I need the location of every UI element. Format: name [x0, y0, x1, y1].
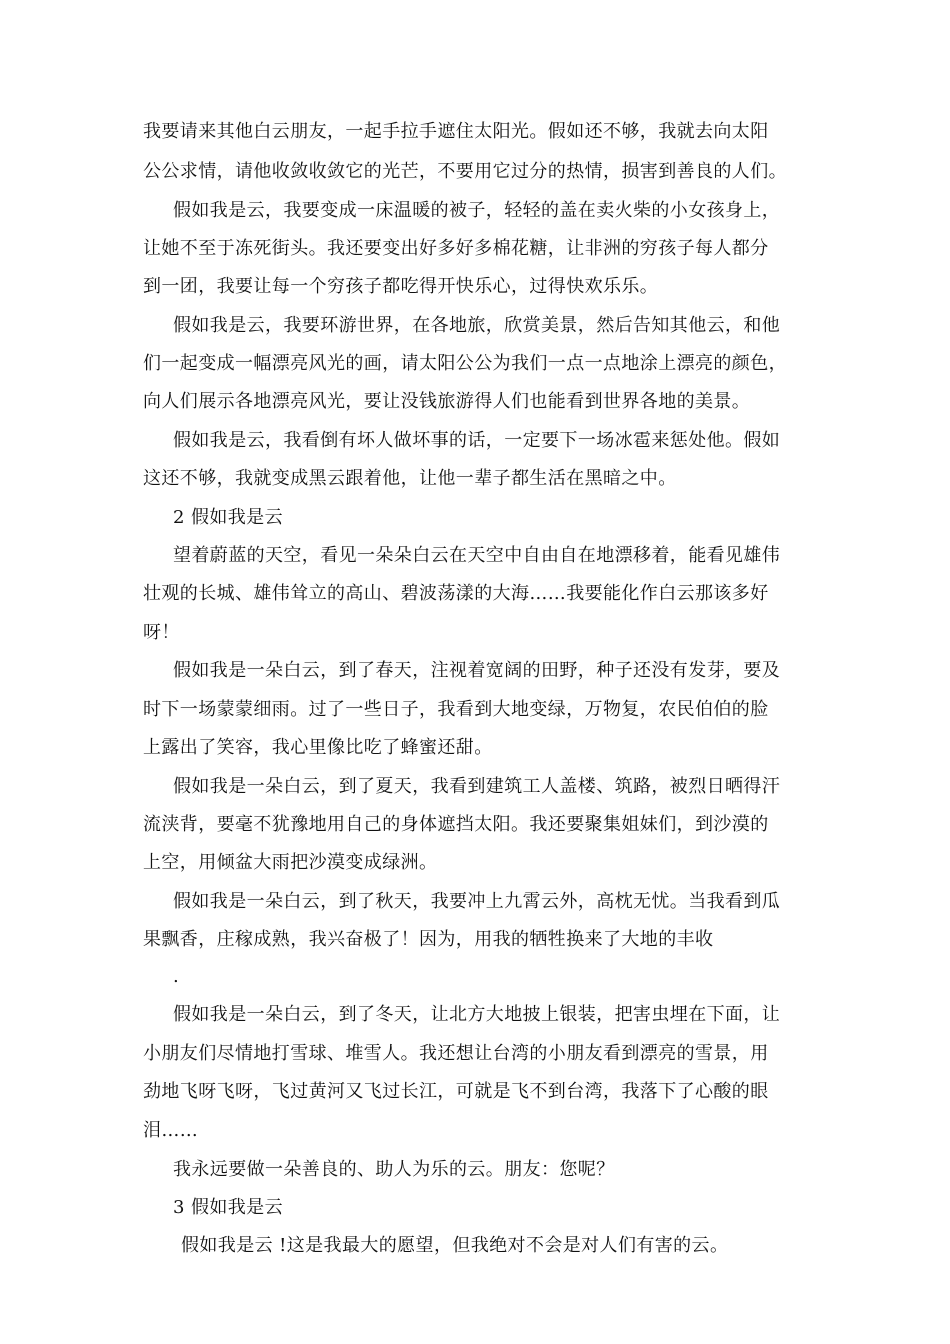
text-line: 我永远要做一朵善良的、助人为乐的云。朋友：您呢？ — [173, 1159, 615, 1180]
text-line: 假如我是一朵白云，到了春天，注视着宽阔的田野，种子还没有发芽，要及 — [173, 660, 781, 681]
text-line: 假如我是一朵白云，到了夏天，我看到建筑工人盖楼、筑路，被烈日晒得汗 — [173, 776, 781, 797]
text-line: 假如我是一朵白云，到了冬天，让北方大地披上银装，把害虫埋在下面，让 — [173, 1004, 781, 1025]
text-line: 小朋友们尽情地打雪球、堆雪人。我还想让台湾的小朋友看到漂亮的雪景，用 — [143, 1043, 769, 1064]
text-line: 让她不至于冻死街头。我还要变出好多好多棉花糖，让非洲的穷孩子每人都分 — [143, 238, 769, 259]
text-line: 向人们展示各地漂亮风光，要让没钱旅游得人们也能看到世界各地的美景。 — [143, 391, 751, 412]
text-line: 到一团，我要让每一个穷孩子都吃得开快乐心，过得快欢乐乐。 — [143, 276, 659, 297]
text-line: 我要请来其他白云朋友，一起手拉手遮住太阳光。假如还不够，我就去向太阳 — [143, 121, 769, 142]
text-line: 假如我是云，我看倒有坏人做坏事的话，一定要下一场冰雹来惩处他。假如 — [173, 430, 781, 451]
text-line: 壮观的长城、雄伟耸立的高山、碧波荡漾的大海……我要能化作白云那该多好 — [143, 583, 769, 604]
text-line: 这还不够，我就变成黑云跟着他，让他一辈子都生活在黑暗之中。 — [143, 468, 677, 489]
text-line: 上露出了笑容，我心里像比吃了蜂蜜还甜。 — [143, 737, 493, 758]
text-line: 上空，用倾盆大雨把沙漠变成绿洲。 — [143, 852, 438, 873]
text-line: 假如我是一朵白云，到了秋天，我要冲上九霄云外，高枕无忧。当我看到瓜 — [173, 891, 781, 912]
text-line: 劲地飞呀飞呀，飞过黄河又飞过长江，可就是飞不到台湾，我落下了心酸的眼 — [143, 1081, 769, 1102]
text-line: 假如我是云，我要变成一床温暖的被子，轻轻的盖在卖火柴的小女孩身上， — [173, 200, 781, 221]
text-line: 泪…… — [143, 1120, 199, 1141]
text-line: 们一起变成一幅漂亮风光的画，请太阳公公为我们一点一点地涂上漂亮的颜色， — [143, 353, 787, 374]
section-heading: 2 假如我是云 — [173, 507, 283, 528]
text-line: 呀！ — [143, 622, 180, 643]
text-line: 公公求情，请他收敛收敛它的光芒，不要用它过分的热情，损害到善良的人们。 — [143, 161, 787, 182]
text-line: 望着蔚蓝的天空，看见一朵朵白云在天空中自由自在地漂移着，能看见雄伟 — [173, 545, 781, 566]
text-line: 流浃背，要毫不犹豫地用自己的身体遮挡太阳。我还要聚集姐妹们，到沙漠的 — [143, 814, 769, 835]
text-line: 果飘香，庄稼成熟，我兴奋极了！因为，用我的牺牲换来了大地的丰收 — [143, 929, 714, 950]
text-line: . — [173, 966, 180, 987]
section-heading: 3 假如我是云 — [173, 1197, 283, 1218]
text-line: 假如我是云 !这是我最大的愿望，但我绝对不会是对人们有害的云。 — [181, 1235, 729, 1256]
text-line: 时下一场蒙蒙细雨。过了一些日子，我看到大地变绿，万物复，农民伯伯的脸 — [143, 699, 769, 720]
text-line: 假如我是云，我要环游世界，在各地旅，欣赏美景，然后告知其他云，和他 — [173, 315, 781, 336]
